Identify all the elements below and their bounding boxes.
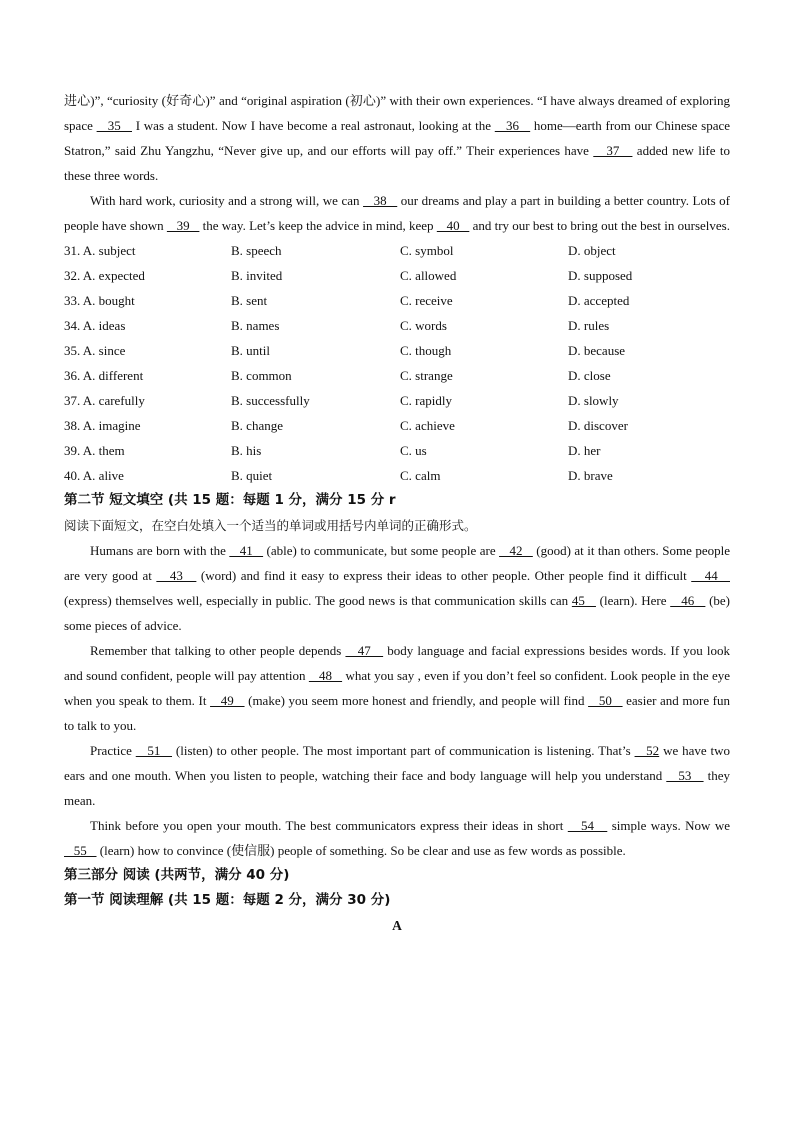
option-a[interactable]: 40. A. alive — [64, 468, 124, 483]
option-a[interactable]: 33. A. bought — [64, 293, 135, 308]
blank-41[interactable]: 41 — [229, 543, 264, 558]
option-c[interactable]: C. rapidly — [400, 393, 452, 408]
option-c[interactable]: C. symbol — [400, 243, 454, 258]
option-row — [64, 438, 730, 463]
option-d[interactable]: D. rules — [568, 318, 610, 333]
option-a[interactable]: 39. A. them — [64, 443, 125, 458]
blank-49[interactable]: 49 — [210, 693, 245, 708]
blank-54[interactable]: 54 — [567, 818, 608, 833]
blank-39[interactable]: 39 — [166, 218, 200, 233]
option-b[interactable]: B. quiet — [231, 468, 273, 483]
option-row — [64, 463, 730, 488]
option-a[interactable]: 31. A. subject — [64, 243, 136, 258]
blank-40[interactable]: 40 — [436, 218, 470, 233]
option-d[interactable]: D. accepted — [568, 293, 630, 308]
option-d[interactable]: D. slowly — [568, 393, 619, 408]
passage-paragraph-3: Humans are born with the 41 (able) to communicate, but some people are 42 (good) at it than others. Some people are very good at 43 (word) and find it easy to express their ideas to other people. Other people find it difficult 44 (express) themselves well, especially in public. The good news is that communication skills can 45 (learn). Here 46 (be) some pieces of advice. — [64, 543, 731, 633]
option-c[interactable]: C. words — [400, 318, 447, 333]
option-c[interactable]: C. us — [400, 443, 427, 458]
passage-label: A — [392, 918, 402, 933]
section-2-instruction: 阅读下面短文，在空白处填入一个适当的单词或用括号内单词的正确形式。 — [64, 518, 477, 533]
option-c[interactable]: C. calm — [400, 468, 441, 483]
blank-36[interactable]: 36 — [494, 118, 531, 133]
blank-37[interactable]: 37 — [593, 143, 633, 158]
option-d[interactable]: D. brave — [568, 468, 613, 483]
blank-50[interactable]: 50 — [588, 693, 623, 708]
option-b[interactable]: B. change — [231, 418, 283, 433]
option-row — [64, 363, 730, 388]
option-row — [64, 263, 730, 288]
blank-48[interactable]: 48 — [308, 668, 343, 683]
option-d[interactable]: D. supposed — [568, 268, 633, 283]
blank-52[interactable]: 52 — [634, 743, 660, 758]
option-row — [64, 388, 730, 413]
option-row — [64, 288, 730, 313]
blank-46[interactable]: 46 — [670, 593, 706, 608]
passage-paragraph-4: Remember that talking to other people depends 47 body language and facial expressions besides words. If you look and sound confident, people will pay attention 48 what you say , even if you don’t feel so confident. Look people in the eye when you speak to them. It 49 (make) you seem more honest and friendly, and people will find 50 easier and more fun to talk to you. — [64, 643, 731, 733]
option-d[interactable]: D. her — [568, 443, 601, 458]
blank-55[interactable]: 55 — [64, 843, 97, 858]
option-b[interactable]: B. common — [231, 368, 292, 383]
option-row — [64, 413, 730, 438]
option-d[interactable]: D. discover — [568, 418, 628, 433]
option-c[interactable]: C. receive — [400, 293, 453, 308]
option-b[interactable]: B. until — [231, 343, 271, 358]
option-a[interactable]: 37. A. carefully — [64, 393, 145, 408]
passage-paragraph-1: 进心)”, “curiosity (好奇心)” and “original aspiration (初心)” with their own experiences. “I have always dreamed of exploring space 35 I was a student. Now I have become a real astronaut, looking at the 36 home—earth from our Chinese space Statron,” said Zhu Yangzhu, “Never give up, and our efforts will pay off.” Their experiences have 37 added new life to these three words. — [64, 93, 731, 183]
part-3-heading: 第三部分 阅读 (共两节，满分 40 分) — [64, 867, 290, 883]
blank-47[interactable]: 47 — [345, 643, 384, 658]
option-b[interactable]: B. his — [231, 443, 262, 458]
answer-options — [64, 238, 730, 488]
option-b[interactable]: B. sent — [231, 293, 268, 308]
option-c[interactable]: C. achieve — [400, 418, 455, 433]
option-c[interactable]: C. allowed — [400, 268, 457, 283]
option-a[interactable]: 35. A. since — [64, 343, 126, 358]
exam-page — [64, 88, 730, 938]
part-3-section-1-heading: 第一节 阅读理解 (共 15 题：每题 2 分，满分 30 分) — [64, 892, 391, 908]
blank-35[interactable]: 35 — [96, 118, 132, 133]
option-a[interactable]: 36. A. different — [64, 368, 144, 383]
option-d[interactable]: D. because — [568, 343, 626, 358]
option-a[interactable]: 32. A. expected — [64, 268, 145, 283]
passage-paragraph-6: Think before you open your mouth. The best communicators express their ideas in short 54 simple ways. Now we 55 (learn) how to convince (使信服) people of something. So be clear and use as few words as possible. — [64, 818, 730, 858]
option-a[interactable]: 34. A. ideas — [64, 318, 126, 333]
option-row — [64, 338, 730, 363]
blank-53[interactable]: 53 — [666, 768, 704, 783]
option-b[interactable]: B. names — [231, 318, 280, 333]
passage-paragraph-5: Practice 51 (listen) to other people. The most important part of communication is listening. That’s 52 we have two ears and one mouth. When you listen to people, watching their face and body language will help you understand 53 they mean. — [64, 743, 731, 808]
section-2-heading: 第二节 短文填空 (共 15 题：每题 1 分，满分 15 分 r — [64, 492, 396, 508]
option-c[interactable]: C. though — [400, 343, 452, 358]
option-b[interactable]: B. successfully — [231, 393, 310, 408]
blank-43[interactable]: 43 — [156, 568, 197, 583]
blank-44[interactable]: 44 — [691, 568, 730, 583]
option-b[interactable]: B. speech — [231, 243, 282, 258]
blank-38[interactable]: 38 — [363, 193, 398, 208]
option-row — [64, 238, 730, 263]
blank-42[interactable]: 42 — [499, 543, 533, 558]
option-b[interactable]: B. invited — [231, 268, 283, 283]
passage-paragraph-2: With hard work, curiosity and a strong will, we can 38 our dreams and play a part in building a better country. Lots of people have shown 39 the way. Let’s keep the advice in mind, keep 40 and try our best to bring out the best in ourselves. — [64, 193, 730, 233]
option-d[interactable]: D. object — [568, 243, 616, 258]
blank-51[interactable]: 51 — [135, 743, 173, 758]
blank-45[interactable]: 45 — [571, 593, 596, 608]
option-a[interactable]: 38. A. imagine — [64, 418, 141, 433]
option-c[interactable]: C. strange — [400, 368, 453, 383]
option-row — [64, 313, 730, 338]
option-d[interactable]: D. close — [568, 368, 611, 383]
